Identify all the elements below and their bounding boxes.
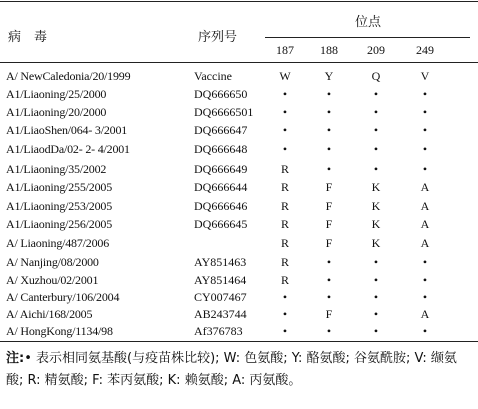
site-187-value: R [280, 199, 289, 213]
accession-number: DQ6666501 [194, 105, 254, 119]
site-188-value: • [326, 255, 332, 269]
site-249-value: • [422, 123, 428, 137]
site-209-value: • [373, 255, 379, 269]
site-209-value: Q [371, 69, 381, 83]
site-249-value: • [422, 87, 428, 101]
virus-name: A/ NewCaledonia/20/1999 [6, 69, 131, 83]
site-209-value: • [373, 290, 379, 304]
header-accession: 序列号 [198, 29, 238, 44]
site-249-value: • [422, 142, 428, 156]
accession-number: DQ666645 [194, 217, 248, 231]
site-209-value: • [373, 87, 379, 101]
site-209-value: • [373, 273, 379, 287]
header-sites-group: 位点 [355, 14, 382, 29]
site-209-value: K [371, 180, 381, 194]
site-187-value: R [280, 217, 289, 231]
accession-number: DQ666644 [194, 180, 248, 194]
virus-name: A/ HongKong/1134/98 [6, 324, 113, 338]
site-209-value: K [371, 217, 381, 231]
virus-name: A/ Nanjing/08/2000 [6, 255, 99, 269]
virus-name: A1/Liaoning/253/2005 [6, 199, 112, 213]
virus-name: A1/LiaodDa/02- 2- 4/2001 [6, 142, 130, 156]
site-188-value: F [325, 236, 333, 250]
accession-number: DQ666648 [194, 142, 248, 156]
site-249-value: V [420, 69, 430, 83]
site-188-value: • [326, 162, 332, 176]
site-209-value: • [373, 105, 379, 119]
site-209-value: • [373, 324, 379, 338]
site-188-value: • [326, 105, 332, 119]
site-249-value: A [420, 236, 430, 250]
accession-number: DQ666647 [194, 123, 248, 137]
site-187-value: R [280, 236, 289, 250]
accession-number: Af376783 [194, 324, 243, 338]
accession-number: CY007467 [194, 290, 247, 304]
site-249-value: • [422, 105, 428, 119]
table-bottom-rule [0, 341, 478, 342]
virus-name: A1/Liaoning/20/2000 [6, 105, 107, 119]
site-209-value: • [373, 142, 379, 156]
site-188-value: F [325, 307, 333, 321]
virus-name: A1/Liaoning/35/2002 [6, 162, 107, 176]
virus-name: A1/Liaoning/255/2005 [6, 180, 112, 194]
site-249-value: • [422, 273, 428, 287]
accession-number: AB243744 [194, 307, 247, 321]
site-188-value: F [325, 217, 333, 231]
site-209-value: • [373, 123, 379, 137]
site-249-value: • [422, 324, 428, 338]
site-209-value: K [371, 236, 381, 250]
header-virus: 病 毒 [8, 29, 48, 44]
table-footnote [6, 348, 474, 392]
header-site-249: 249 [416, 43, 434, 57]
site-249-value: A [420, 307, 430, 321]
header-bottom-rule [0, 62, 478, 63]
sites-group-rule [265, 37, 470, 38]
site-249-value: • [422, 290, 428, 304]
site-209-value: • [373, 162, 379, 176]
accession-number: DQ666650 [194, 87, 248, 101]
header-site-188: 188 [320, 43, 338, 57]
site-187-value: • [282, 307, 288, 321]
site-187-value: • [282, 87, 288, 101]
footnote-label: 注: [6, 351, 25, 366]
site-187-value: • [282, 290, 288, 304]
site-188-value: • [326, 123, 332, 137]
accession-number: AY851463 [194, 255, 247, 269]
accession-number: AY851464 [194, 273, 247, 287]
header-site-209: 209 [367, 43, 385, 57]
footnote-text: • 表示相同氨基酸(与疫苗株比较); W: 色氨酸; Y: 酪氨酸; 谷氨酰胺; V: 缬氨酸; R: 精氨酸; F: 苯丙氨酸; K: 赖氨酸; A: 丙氨酸。 [6, 351, 457, 388]
site-187-value: R [280, 273, 289, 287]
site-187-value: R [280, 162, 289, 176]
site-187-value: • [282, 142, 288, 156]
site-187-value: • [282, 123, 288, 137]
site-188-value: Y [324, 69, 334, 83]
site-188-value: • [326, 273, 332, 287]
site-188-value: • [326, 87, 332, 101]
site-187-value: W [279, 69, 291, 83]
virus-name: A/ Xuzhou/02/2001 [6, 273, 99, 287]
virus-name: A/ Aichi/168/2005 [6, 307, 93, 321]
site-249-value: • [422, 162, 428, 176]
site-209-value: K [371, 199, 381, 213]
site-188-value: F [325, 180, 333, 194]
site-187-value: • [282, 324, 288, 338]
site-209-value: • [373, 307, 379, 321]
virus-name: A/ Liaoning/487/2006 [6, 236, 109, 250]
site-249-value: A [420, 180, 430, 194]
virus-name: A1/LiaoShen/064- 3/2001 [6, 123, 128, 137]
virus-name: A1/Liaoning/25/2000 [6, 87, 107, 101]
site-187-value: R [280, 255, 289, 269]
accession-number: Vaccine [194, 69, 232, 83]
site-188-value: • [326, 290, 332, 304]
site-249-value: • [422, 255, 428, 269]
site-188-value: F [325, 199, 333, 213]
site-249-value: A [420, 199, 430, 213]
virus-name: A1/Liaoning/256/2005 [6, 217, 112, 231]
accession-number: DQ666646 [194, 199, 248, 213]
site-188-value: • [326, 324, 332, 338]
site-187-value: R [280, 180, 289, 194]
site-249-value: A [420, 217, 430, 231]
virus-name: A/ Canterbury/106/2004 [6, 290, 120, 304]
table-top-rule [0, 1, 478, 2]
accession-number: DQ666649 [194, 162, 248, 176]
site-188-value: • [326, 142, 332, 156]
site-187-value: • [282, 105, 288, 119]
header-site-187: 187 [276, 43, 294, 57]
